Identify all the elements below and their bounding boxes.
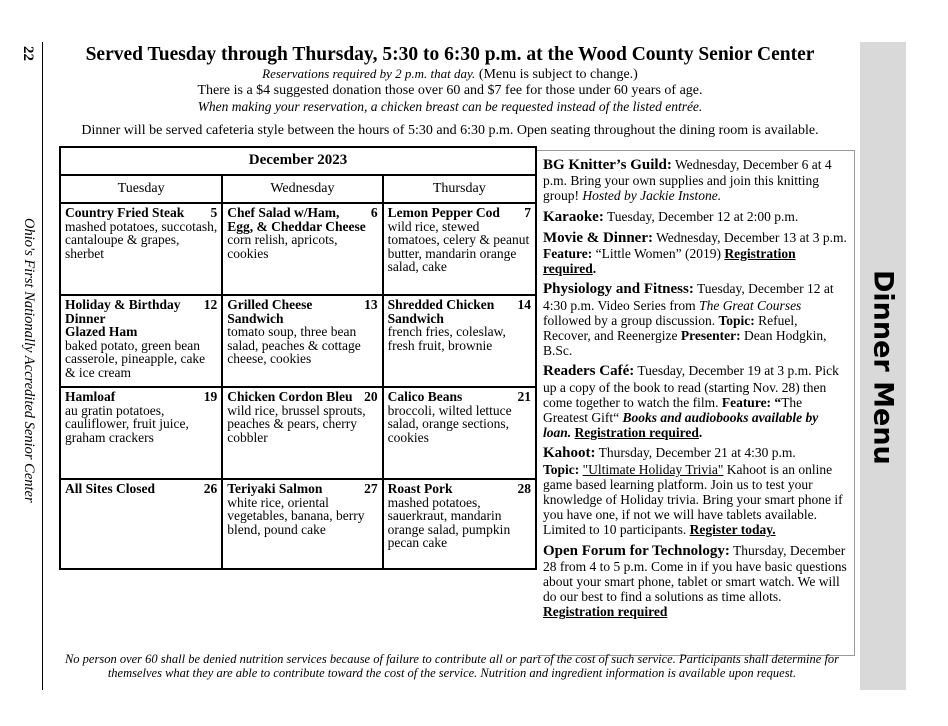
chicken-note: When making your reservation, a chicken breast can be requested instead of the listed entrée.	[197, 99, 703, 114]
event-karaoke	[543, 209, 848, 225]
event-text: Kahoot is an online game based learning platform. Join us to test your knowledge of Holiday trivia. Bring your smart phone if you have one, if not we will have tablets available. Limited to 10 participants.	[543, 461, 843, 538]
date-number: 21	[517, 389, 531, 404]
registration-required: Registration required	[543, 604, 668, 620]
meal-title: Hamloaf	[65, 389, 116, 404]
date-number: 5	[210, 205, 218, 220]
meal-title: Roast Pork	[387, 481, 453, 496]
event-host: Hosted by Jackie Instone.	[582, 188, 722, 204]
event-open-forum	[543, 543, 848, 620]
menu-cell	[383, 203, 536, 295]
meal-description: white rice, oriental vegetables, banana, berry blend, pound cake	[227, 494, 365, 537]
meal-description: au gratin potatoes, cauliflower, fruit juice, graham crackers	[65, 402, 189, 445]
presenter-text: Dean Hodgkin, B.Sc.	[543, 328, 827, 359]
feature-text: “Little Women” (2019)	[592, 246, 725, 262]
date-number: 28	[517, 481, 531, 496]
meal-title: Chef Salad w/Ham, Egg, & Cheddar Cheese	[227, 205, 366, 234]
menu-header	[50, 44, 850, 139]
margin-rule	[42, 42, 43, 690]
date-number: 20	[364, 389, 378, 404]
meal-title: Teriyaki Salmon	[227, 481, 323, 496]
meal-title: Chicken Cordon Bleu	[227, 389, 353, 404]
menu-cell	[60, 387, 222, 479]
calendar-month: December 2023	[60, 147, 536, 175]
event-title: Physiology and Fitness:	[543, 281, 694, 298]
date-number: 6	[370, 205, 378, 220]
books-note: Books and audiobooks available by loan.	[543, 410, 819, 441]
day-header-wednesday: Wednesday	[222, 175, 382, 203]
event-physiology-fitness	[543, 281, 848, 358]
date-number: 12	[203, 297, 218, 312]
reservations-line	[50, 66, 850, 83]
event-title: Open Forum for Technology:	[543, 542, 730, 559]
event-kahoot	[543, 445, 848, 537]
section-title: Dinner Menu	[867, 270, 899, 465]
event-title: Readers Café:	[543, 363, 635, 380]
meal-title: Country Fried Steak	[65, 205, 185, 220]
date-number: 27	[364, 481, 378, 496]
date-number: 14	[517, 297, 531, 312]
topic-text: Refuel, Recover, and Reenergize	[543, 312, 798, 344]
meal-title: Calico Beans	[387, 389, 463, 404]
registration-required: Registration required	[543, 246, 796, 277]
meal-subtitle: Glazed Ham	[65, 324, 138, 339]
meal-title: Holiday & Birthday Dinner	[65, 297, 181, 326]
topic-text: "Ultimate Holiday Trivia"	[582, 461, 724, 477]
event-text: Tuesday, December 12 at 4:30 p.m. Video Series from	[543, 281, 834, 313]
event-text: Thursday, December 28 from 4 to 5 p.m. Come in if you have basic questions about your smart phone, tablet or smart watch. We will do our best to find a solutions as time allots.	[543, 542, 847, 605]
page-number: 22	[20, 46, 36, 61]
event-title: Kahoot:	[543, 445, 596, 462]
header-title: Served Tuesday through Thursday, 5:30 to 6:30 p.m. at the Wood County Senior Center	[85, 44, 815, 65]
menu-cell	[383, 479, 536, 569]
feature-label: Feature: “	[721, 394, 782, 410]
event-title: Movie & Dinner:	[543, 229, 653, 246]
event-text: Wednesday, December 6 at 4 p.m. Bring your own supplies and join this knitting group!	[543, 157, 832, 204]
meal-title: Lemon Pepper Cod	[387, 205, 500, 220]
meal-description: wild rice, stewed tomatoes, celery & peanut butter, mandarin orange salad, cake	[387, 218, 530, 274]
event-end: .	[698, 425, 703, 441]
event-end: .	[592, 261, 597, 277]
menu-cell	[222, 203, 382, 295]
menu-cell	[222, 479, 382, 569]
presenter-label: Presenter:	[680, 328, 741, 344]
meal-title: Grilled Cheese Sandwich	[227, 297, 313, 326]
event-text: Thursday, December 21 at 4:30 p.m.	[595, 445, 796, 461]
cafeteria-line: Dinner will be served cafeteria style between the hours of 5:30 and 6:30 p.m. Open seating throughout the dining room is available.	[81, 123, 819, 138]
nutrition-disclaimer: No person over 60 shall be denied nutrition services because of failure to contribute all or part of the cost of such service. Participants shall determine for themselves what they are able to contribute toward the cost of the service. Nutrition and ingredient information is available upon request.	[64, 652, 840, 680]
feature-text: The Greatest Gift“	[543, 394, 803, 426]
reservations-italic: Reservations required by 2 p.m. that day.	[262, 66, 476, 81]
event-movie-dinner	[543, 230, 848, 277]
meal-description: corn relish, apricots, cookies	[227, 232, 338, 261]
topic-label: Topic:	[718, 312, 755, 328]
date-number: 13	[364, 297, 378, 312]
meal-description: french fries, coleslaw, fresh fruit, brownie	[387, 324, 506, 353]
meal-description: wild rice, brussel sprouts, peaches & pears, cherry cobbler	[227, 402, 366, 445]
event-knitters-guild	[543, 157, 848, 204]
day-header-tuesday: Tuesday	[60, 175, 222, 203]
event-text: Tuesday, December 19 at 3 p.m. Pick up a copy of the book to read (starting Nov. 28) then come together to watch the film.	[543, 363, 839, 410]
feature-label: Feature:	[543, 246, 593, 262]
menu-cell	[222, 295, 382, 387]
event-title: BG Knitter’s Guild:	[543, 157, 672, 173]
menu-cell	[60, 203, 222, 295]
menu-cell	[60, 479, 222, 569]
meal-description: mashed potatoes, sauerkraut, mandarin orange salad, pumpkin pecan cake	[387, 494, 511, 550]
menu-cell	[222, 387, 382, 479]
event-title: Karaoke:	[543, 208, 604, 225]
series-name: The Great Courses	[699, 297, 802, 313]
event-text: followed by a group discussion.	[543, 312, 719, 328]
date-number: 7	[524, 205, 531, 220]
accreditation-side-text: Ohio's First Nationally Accredited Senior Center	[21, 218, 37, 503]
menu-cell	[60, 295, 222, 387]
menu-calendar	[59, 146, 537, 570]
registration-required: Registration required	[574, 425, 699, 441]
donation-line: There is a $4 suggested donation those over 60 and $7 fee for those under 60 years of age.	[197, 83, 703, 98]
reservations-note: (Menu is subject to change.)	[475, 67, 638, 82]
event-readers-cafe	[543, 363, 848, 440]
menu-cell	[383, 295, 536, 387]
day-header-thursday: Thursday	[383, 175, 536, 203]
meal-description: tomato soup, three bean salad, peaches & cottage cheese, cookies	[227, 324, 361, 366]
date-number: 19	[203, 389, 218, 404]
meal-description: baked potato, green bean casserole, pineapple, cake & ice cream	[65, 337, 206, 380]
meal-description: mashed potatoes, succotash, cantaloupe & grapes, sherbet	[65, 218, 218, 261]
event-text: Wednesday, December 13 at 3 p.m.	[652, 229, 847, 245]
meal-description: broccoli, wilted lettuce salad, orange sections, cookies	[387, 402, 512, 445]
topic-label: Topic:	[543, 461, 580, 477]
meal-title: Shredded Chicken Sandwich	[387, 297, 495, 326]
events-panel	[537, 150, 855, 656]
register-today: Register today.	[689, 522, 776, 538]
meal-title: All Sites Closed	[65, 481, 156, 496]
menu-cell	[383, 387, 536, 479]
date-number: 26	[203, 481, 218, 496]
event-text: Tuesday, December 12 at 2:00 p.m.	[603, 208, 799, 224]
